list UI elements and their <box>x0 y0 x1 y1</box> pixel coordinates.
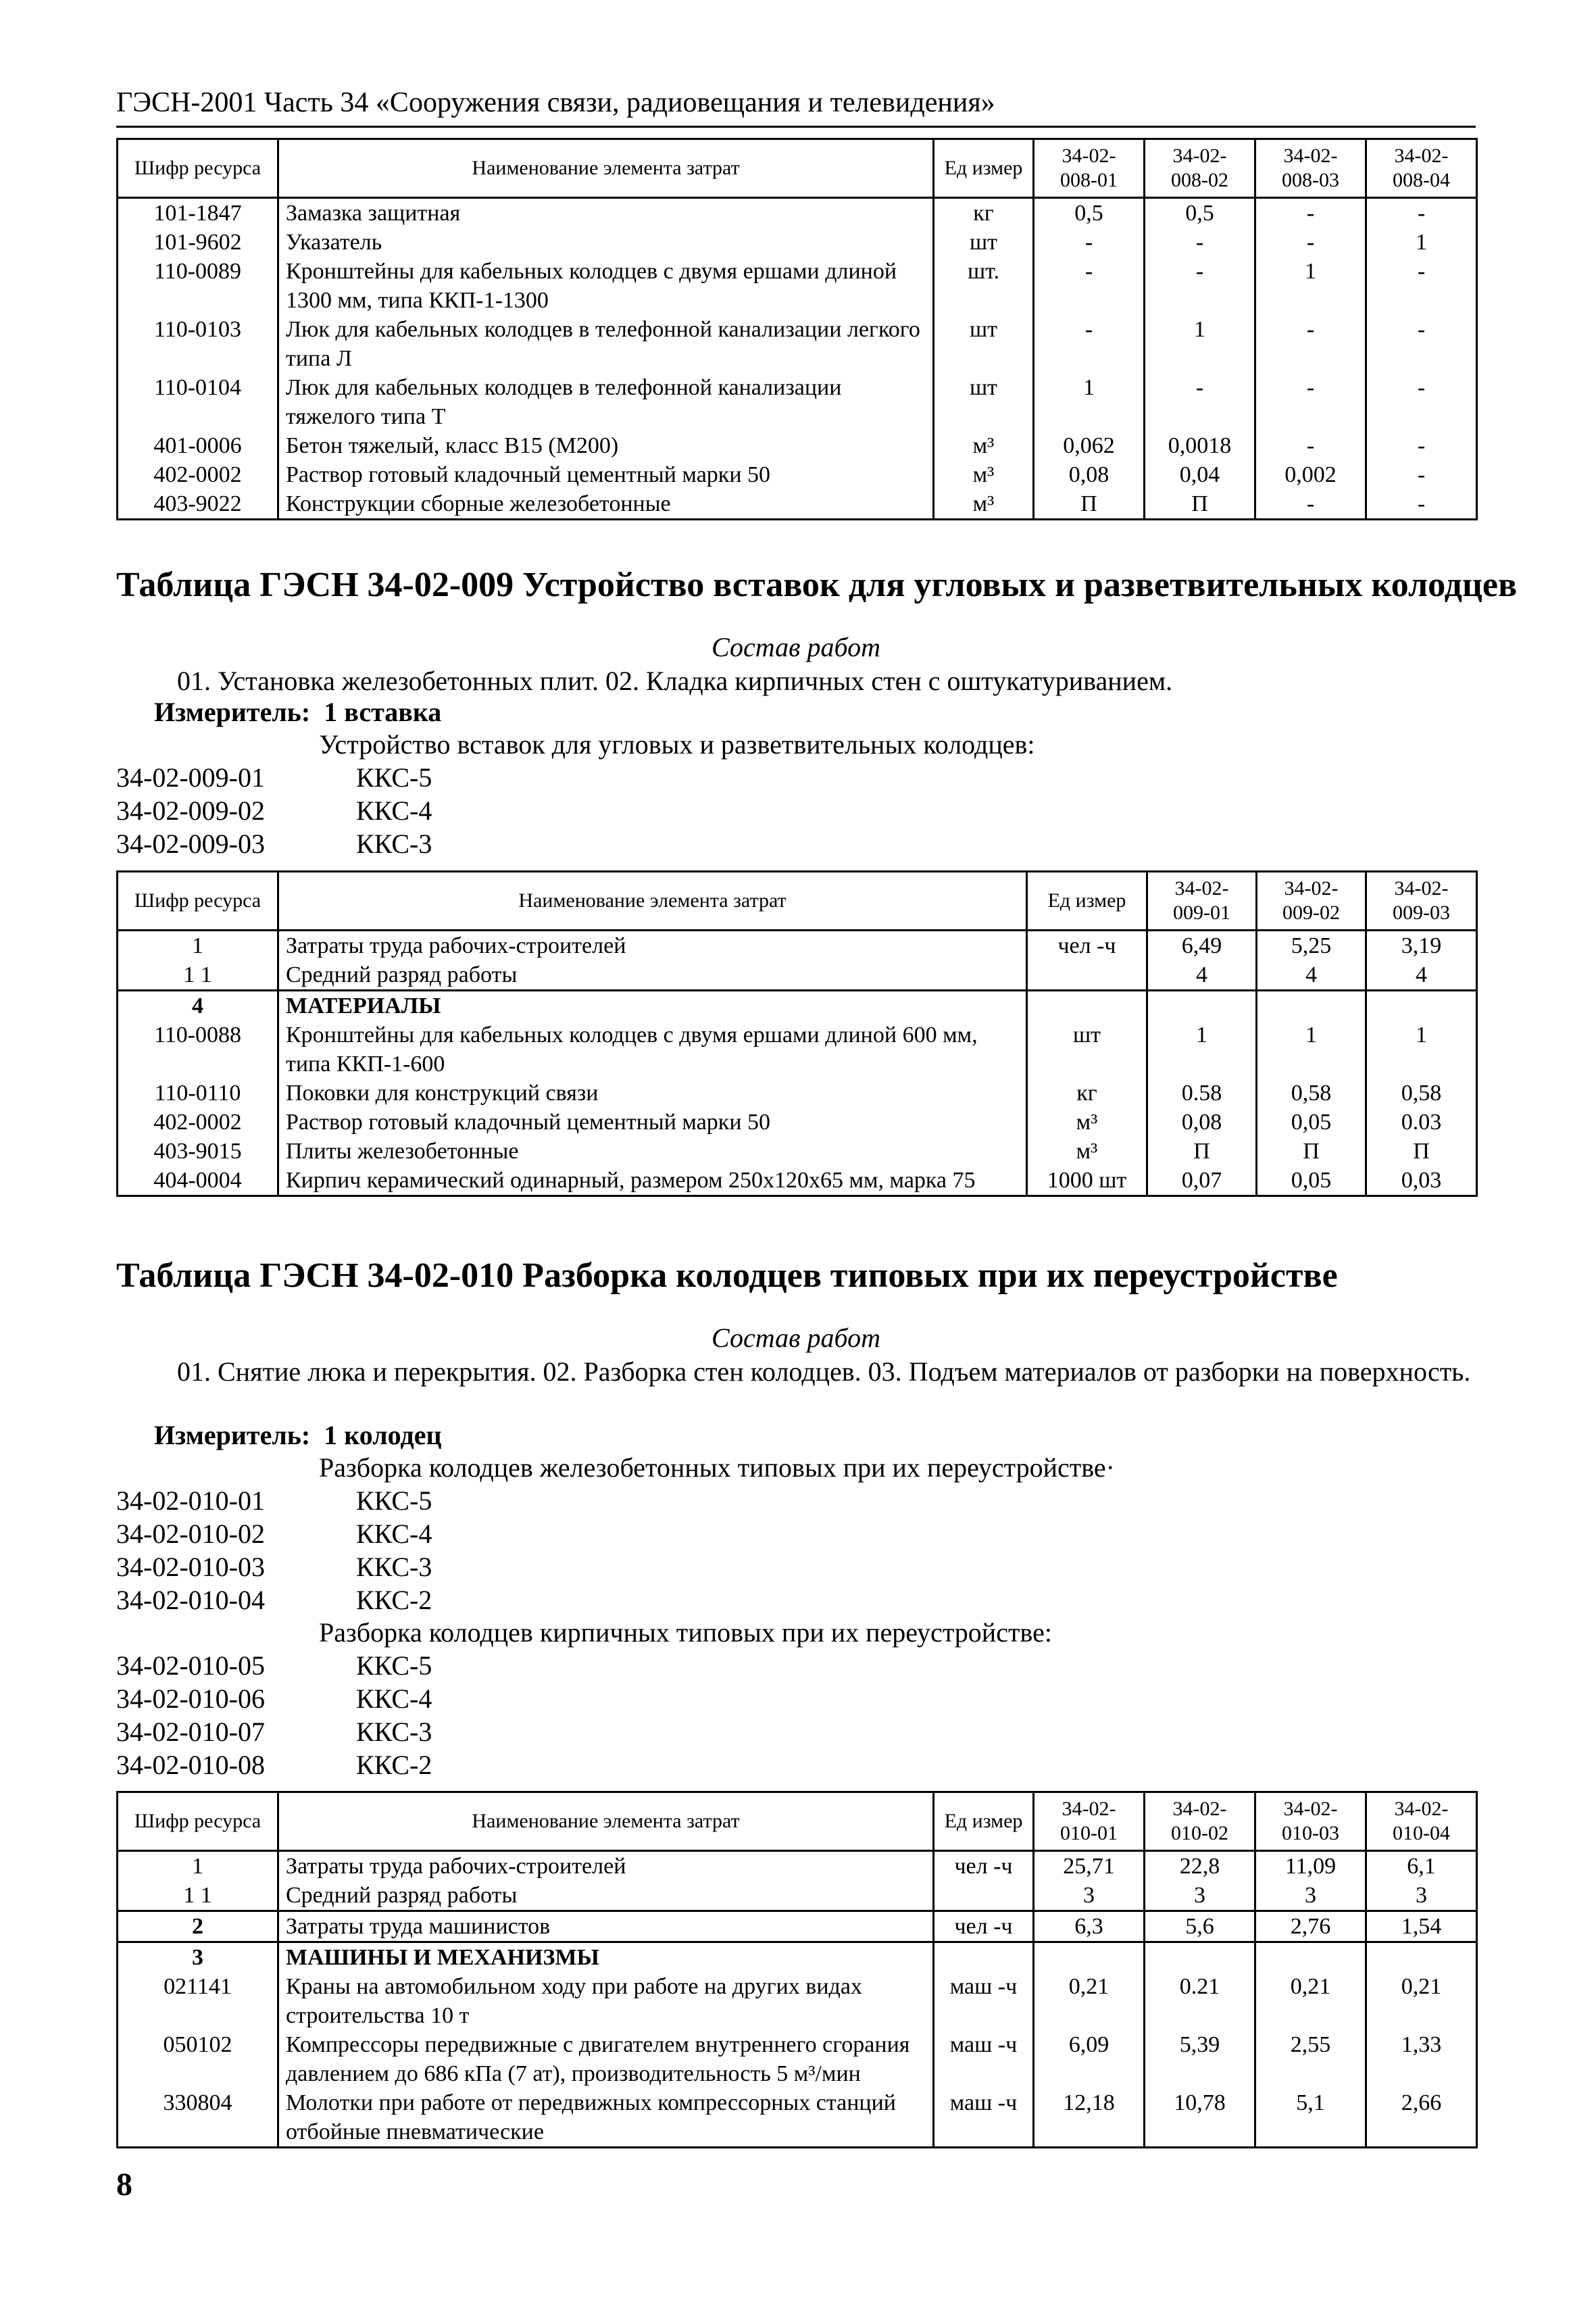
resource-code: 1 <box>118 1851 278 1881</box>
page-number: 8 <box>116 2167 132 2202</box>
norm-name: ККС-5 <box>356 762 432 793</box>
unit <box>934 1942 1034 1973</box>
norm-code: 34-02-010-01 <box>116 1485 265 1516</box>
resource-name: Средний разряд работы <box>278 960 1027 991</box>
value: 5,1 <box>1255 2088 1366 2148</box>
value: 3 <box>1366 1881 1477 1911</box>
table-row <box>118 257 1477 315</box>
resource-table-009 <box>116 870 1478 1197</box>
value: 5,25 <box>1257 931 1366 961</box>
value: - <box>1255 431 1366 460</box>
value: 6,09 <box>1034 2030 1145 2088</box>
value: 2,66 <box>1366 2088 1477 2148</box>
norm-code: 34-02-009-01 <box>116 762 265 793</box>
value: 2,76 <box>1255 1911 1366 1942</box>
value: 0,58 <box>1257 1079 1366 1108</box>
value: П <box>1034 489 1145 520</box>
column-header: 34-02- 009-03 <box>1366 872 1477 931</box>
value: 0,08 <box>1034 460 1145 489</box>
resource-name: Раствор готовый кладочный цементный марки 50 <box>278 1108 1027 1137</box>
norm-name: ККС-2 <box>356 1750 432 1780</box>
value: 25,71 <box>1034 1851 1145 1881</box>
resource-code: 330804 <box>118 2088 278 2148</box>
value: - <box>1145 228 1255 257</box>
table-row <box>118 1942 1477 1973</box>
value: 0,03 <box>1366 1166 1477 1196</box>
table-row <box>118 1851 1477 1881</box>
norm-name: ККС-4 <box>356 1519 432 1549</box>
value: - <box>1255 373 1366 431</box>
list-item <box>116 761 432 794</box>
table-row <box>118 1020 1477 1079</box>
value: 0.21 <box>1145 1972 1255 2030</box>
table-row <box>118 1166 1477 1196</box>
column-header: Шифр ресурса <box>118 139 278 198</box>
value: - <box>1366 315 1477 373</box>
table-header-row <box>118 139 1477 198</box>
unit: м³ <box>934 431 1034 460</box>
resource-name: Молотки при работе от передвижных компрессорных станций отбойные пневматические <box>278 2088 934 2148</box>
resource-name: МАШИНЫ И МЕХАНИЗМЫ <box>278 1942 934 1973</box>
value: - <box>1145 257 1255 315</box>
norm-code: 34-02-010-02 <box>116 1519 265 1549</box>
value: - <box>1366 198 1477 228</box>
value: 1,54 <box>1366 1911 1477 1942</box>
resource-name: Кронштейны для кабельных колодцев с двумя ершами длиной 600 мм, типа ККП-1-600 <box>278 1020 1027 1079</box>
code-list <box>116 761 432 860</box>
value: П <box>1366 1137 1477 1166</box>
list-item <box>116 1583 432 1617</box>
value: 0,21 <box>1034 1972 1145 2030</box>
value: 1 <box>1034 373 1145 431</box>
value: П <box>1257 1137 1366 1166</box>
resource-name: Кронштейны для кабельных колодцев с двумя ершами длиной 1300 мм, типа ККП-1-1300 <box>278 257 934 315</box>
resource-code: 101-1847 <box>118 198 278 228</box>
column-header: 34-02- 009-02 <box>1257 872 1366 931</box>
column-header: 34-02- 008-04 <box>1366 139 1477 198</box>
table-row <box>118 1911 1477 1942</box>
value: П <box>1145 489 1255 520</box>
value: 0,5 <box>1034 198 1145 228</box>
resource-table-008 <box>116 138 1478 520</box>
list-item <box>116 794 432 827</box>
value: - <box>1255 489 1366 520</box>
resource-name: Краны на автомобильном ходу при работе на других видах строительства 10 т <box>278 1972 934 2030</box>
code-list <box>116 1484 432 1617</box>
meter-value: 1 вставка <box>324 697 442 727</box>
resource-code: 101-9602 <box>118 228 278 257</box>
meter-line <box>154 696 441 729</box>
value: П <box>1147 1137 1257 1166</box>
value <box>1255 1942 1366 1973</box>
norm-name: ККС-3 <box>356 1717 432 1747</box>
value <box>1034 1942 1145 1973</box>
unit: кг <box>934 198 1034 228</box>
norm-code: 34-02-010-05 <box>116 1650 265 1681</box>
code-list <box>116 1649 432 1781</box>
norm-name: ККС-3 <box>356 1552 432 1582</box>
value: 5,39 <box>1145 2030 1255 2088</box>
value: 1 <box>1145 315 1255 373</box>
column-header: 34-02- 010-02 <box>1145 1792 1255 1851</box>
meter-line <box>154 1419 442 1452</box>
value: 5,6 <box>1145 1911 1255 1942</box>
resource-name: Компрессоры передвижные с двигателем внутреннего сгорания давлением до 686 кПа (7 ат), производительность 5 м³/мин <box>278 2030 934 2088</box>
resource-code: 050102 <box>118 2030 278 2088</box>
column-header: 34-02- 010-03 <box>1255 1792 1366 1851</box>
norm-code: 34-02-009-03 <box>116 829 265 859</box>
column-header: Наименование элемента затрат <box>278 139 934 198</box>
column-header: Ед измер <box>934 1792 1034 1851</box>
unit: шт <box>934 373 1034 431</box>
value: 0,04 <box>1145 460 1255 489</box>
list-item <box>116 1484 432 1517</box>
table-row <box>118 198 1477 228</box>
column-header: Шифр ресурса <box>118 872 278 931</box>
value: 6,3 <box>1034 1911 1145 1942</box>
value: 1 <box>1255 257 1366 315</box>
unit: 1000 шт <box>1027 1166 1147 1196</box>
resource-name: Бетон тяжелый, класс В15 (М200) <box>278 431 934 460</box>
value: - <box>1366 431 1477 460</box>
value <box>1257 991 1366 1021</box>
unit <box>934 1881 1034 1911</box>
table-row <box>118 1079 1477 1108</box>
value <box>1147 991 1257 1021</box>
list-item <box>116 1550 432 1583</box>
value: 0,002 <box>1255 460 1366 489</box>
list-item <box>116 1682 432 1715</box>
norm-name: ККС-4 <box>356 1683 432 1714</box>
resource-code: 110-0088 <box>118 1020 278 1079</box>
resource-name: Затраты труда машинистов <box>278 1911 934 1942</box>
value: 4 <box>1147 960 1257 991</box>
value: 3 <box>1255 1881 1366 1911</box>
unit: м³ <box>1027 1137 1147 1166</box>
table-header-row <box>118 872 1477 931</box>
resource-name: МАТЕРИАЛЫ <box>278 991 1027 1021</box>
composition-label: Состав работ <box>712 1323 880 1353</box>
works-list: 01. Снятие люка и перекрытия. 02. Разборка стен колодцев. 03. Подъем материалов от разборки на поверхность. <box>177 1356 1471 1387</box>
meter-value: 1 колодец <box>324 1420 442 1450</box>
column-header: 34-02- 009-01 <box>1147 872 1257 931</box>
value <box>1366 1942 1477 1973</box>
resource-code: 2 <box>118 1911 278 1942</box>
norm-name: ККС-3 <box>356 829 432 859</box>
unit: маш -ч <box>934 2088 1034 2148</box>
running-header: ГЭСН-2001 Часть 34 «Сооружения связи, радиовещания и телевидения» <box>116 87 995 118</box>
column-header: Наименование элемента затрат <box>278 1792 934 1851</box>
norm-code: 34-02-010-08 <box>116 1750 265 1780</box>
value: 1 <box>1366 1020 1477 1079</box>
value: 1 <box>1257 1020 1366 1079</box>
resource-code: 110-0110 <box>118 1079 278 1108</box>
resource-code: 401-0006 <box>118 431 278 460</box>
column-header: 34-02- 010-01 <box>1034 1792 1145 1851</box>
value: 0,08 <box>1147 1108 1257 1137</box>
resource-code: 403-9015 <box>118 1137 278 1166</box>
unit: шт <box>1027 1020 1147 1079</box>
column-header: 34-02- 008-02 <box>1145 139 1255 198</box>
list-item <box>116 827 432 860</box>
resource-name: Затраты труда рабочих-строителей <box>278 931 1027 961</box>
unit: чел -ч <box>934 1911 1034 1942</box>
norm-code: 34-02-010-06 <box>116 1683 265 1714</box>
column-header: 34-02- 008-01 <box>1034 139 1145 198</box>
value: - <box>1034 257 1145 315</box>
resource-name: Плиты железобетонные <box>278 1137 1027 1166</box>
table-row <box>118 315 1477 373</box>
unit: шт <box>934 315 1034 373</box>
value: 22,8 <box>1145 1851 1255 1881</box>
resource-code: 1 1 <box>118 960 278 991</box>
value: 1 <box>1147 1020 1257 1079</box>
unit: шт. <box>934 257 1034 315</box>
norm-name: ККС-4 <box>356 795 432 826</box>
value: 6,1 <box>1366 1851 1477 1881</box>
table-row <box>118 1108 1477 1137</box>
resource-name: Кирпич керамический одинарный, размером 250х120х65 мм, марка 75 <box>278 1166 1027 1196</box>
value: 4 <box>1257 960 1366 991</box>
value: 1 <box>1366 228 1477 257</box>
table-row <box>118 489 1477 520</box>
resource-code: 110-0104 <box>118 373 278 431</box>
value: 3,19 <box>1366 931 1477 961</box>
table-row <box>118 1137 1477 1166</box>
norm-code: 34-02-010-07 <box>116 1717 265 1747</box>
unit: чел -ч <box>934 1851 1034 1881</box>
value: - <box>1145 373 1255 431</box>
meter-label: Измеритель: <box>154 1420 311 1450</box>
value: 0,0018 <box>1145 431 1255 460</box>
table-row <box>118 460 1477 489</box>
table-row <box>118 931 1477 961</box>
value: - <box>1366 460 1477 489</box>
unit: кг <box>1027 1079 1147 1108</box>
value: - <box>1034 228 1145 257</box>
resource-code: 1 <box>118 931 278 961</box>
value: - <box>1034 315 1145 373</box>
resource-code: 1 1 <box>118 1881 278 1911</box>
list-item <box>116 1649 432 1682</box>
unit: м³ <box>934 460 1034 489</box>
value: 4 <box>1366 960 1477 991</box>
resource-code: 402-0002 <box>118 460 278 489</box>
value: 0,5 <box>1145 198 1255 228</box>
value: 0.03 <box>1366 1108 1477 1137</box>
value: 10,78 <box>1145 2088 1255 2148</box>
resource-name: Замазка защитная <box>278 198 934 228</box>
column-header: Шифр ресурса <box>118 1792 278 1851</box>
unit: чел -ч <box>1027 931 1147 961</box>
resource-name: Поковки для конструкций связи <box>278 1079 1027 1108</box>
unit <box>1027 991 1147 1021</box>
resource-name: Люк для кабельных колодцев в телефонной канализации тяжелого типа Т <box>278 373 934 431</box>
resource-code: 3 <box>118 1942 278 1973</box>
norm-name: ККС-2 <box>356 1585 432 1615</box>
resource-name: Указатель <box>278 228 934 257</box>
unit: м³ <box>1027 1108 1147 1137</box>
column-header: 34-02- 008-03 <box>1255 139 1366 198</box>
group-title: Разборка колодцев железобетонных типовых при их переустройстве· <box>319 1452 1115 1483</box>
unit: шт <box>934 228 1034 257</box>
norm-name: ККС-5 <box>356 1485 432 1516</box>
resource-name: Люк для кабельных колодцев в телефонной канализации легкого типа Л <box>278 315 934 373</box>
value: 0,58 <box>1366 1079 1477 1108</box>
group-title: Устройство вставок для угловых и разветвительных колодцев: <box>319 729 1035 760</box>
value: 2,55 <box>1255 2030 1366 2088</box>
value: 0.58 <box>1147 1079 1257 1108</box>
resource-name: Средний разряд работы <box>278 1881 934 1911</box>
value: - <box>1255 315 1366 373</box>
norm-name: ККС-5 <box>356 1650 432 1681</box>
resource-name: Конструкции сборные железобетонные <box>278 489 934 520</box>
value: 11,09 <box>1255 1851 1366 1881</box>
table-row <box>118 2030 1477 2088</box>
resource-code: 403-9022 <box>118 489 278 520</box>
table-row <box>118 373 1477 431</box>
column-header: Наименование элемента затрат <box>278 872 1027 931</box>
value: 0,05 <box>1257 1166 1366 1196</box>
list-item <box>116 1517 432 1550</box>
value: - <box>1255 198 1366 228</box>
column-header: 34-02- 010-04 <box>1366 1792 1477 1851</box>
unit <box>1027 960 1147 991</box>
group-title: Разборка колодцев кирпичных типовых при их переустройстве: <box>319 1617 1052 1648</box>
works-list: 01. Установка железобетонных плит. 02. Кладка кирпичных стен с оштукатуриванием. <box>177 666 1173 696</box>
resource-code: 4 <box>118 991 278 1021</box>
value: 3 <box>1034 1881 1145 1911</box>
value: 3 <box>1145 1881 1255 1911</box>
unit: маш -ч <box>934 1972 1034 2030</box>
resource-code: 110-0089 <box>118 257 278 315</box>
table-row <box>118 2088 1477 2148</box>
norm-code: 34-02-010-03 <box>116 1552 265 1582</box>
value: 0,062 <box>1034 431 1145 460</box>
table-row <box>118 1972 1477 2030</box>
column-header: Ед измер <box>934 139 1034 198</box>
value: 0,05 <box>1257 1108 1366 1137</box>
value: - <box>1366 373 1477 431</box>
resource-name: Затраты труда рабочих-строителей <box>278 1851 934 1881</box>
value: 0,21 <box>1255 1972 1366 2030</box>
value: - <box>1366 257 1477 315</box>
value: - <box>1366 489 1477 520</box>
norm-code: 34-02-009-02 <box>116 795 265 826</box>
table-row <box>118 1881 1477 1911</box>
table-row <box>118 991 1477 1021</box>
resource-table-010 <box>116 1791 1478 2148</box>
unit: маш -ч <box>934 2030 1034 2088</box>
section-title-010: Таблица ГЭСН 34-02-010 Разборка колодцев типовых при их переустройстве <box>116 1256 1338 1295</box>
section-title-009: Таблица ГЭСН 34-02-009 Устройство вставок для угловых и разветвительных колодцев <box>116 566 1518 604</box>
table-row <box>118 431 1477 460</box>
table-row <box>118 960 1477 991</box>
column-header: Ед измер <box>1027 872 1147 931</box>
resource-code: 021141 <box>118 1972 278 2030</box>
meter-label: Измеритель: <box>154 697 311 727</box>
value: 1,33 <box>1366 2030 1477 2088</box>
resource-code: 402-0002 <box>118 1108 278 1137</box>
header-rule <box>116 126 1476 128</box>
resource-code: 404-0004 <box>118 1166 278 1196</box>
list-item <box>116 1748 432 1781</box>
value <box>1145 1942 1255 1973</box>
composition-label: Состав работ <box>712 632 880 662</box>
norm-code: 34-02-010-04 <box>116 1585 265 1615</box>
value: 0,07 <box>1147 1166 1257 1196</box>
value: - <box>1255 228 1366 257</box>
unit: м³ <box>934 489 1034 520</box>
value: 6,49 <box>1147 931 1257 961</box>
table-header-row <box>118 1792 1477 1851</box>
resource-name: Раствор готовый кладочный цементный марки 50 <box>278 460 934 489</box>
list-item <box>116 1715 432 1748</box>
value: 12,18 <box>1034 2088 1145 2148</box>
table-row <box>118 228 1477 257</box>
resource-code: 110-0103 <box>118 315 278 373</box>
value <box>1366 991 1477 1021</box>
value: 0,21 <box>1366 1972 1477 2030</box>
